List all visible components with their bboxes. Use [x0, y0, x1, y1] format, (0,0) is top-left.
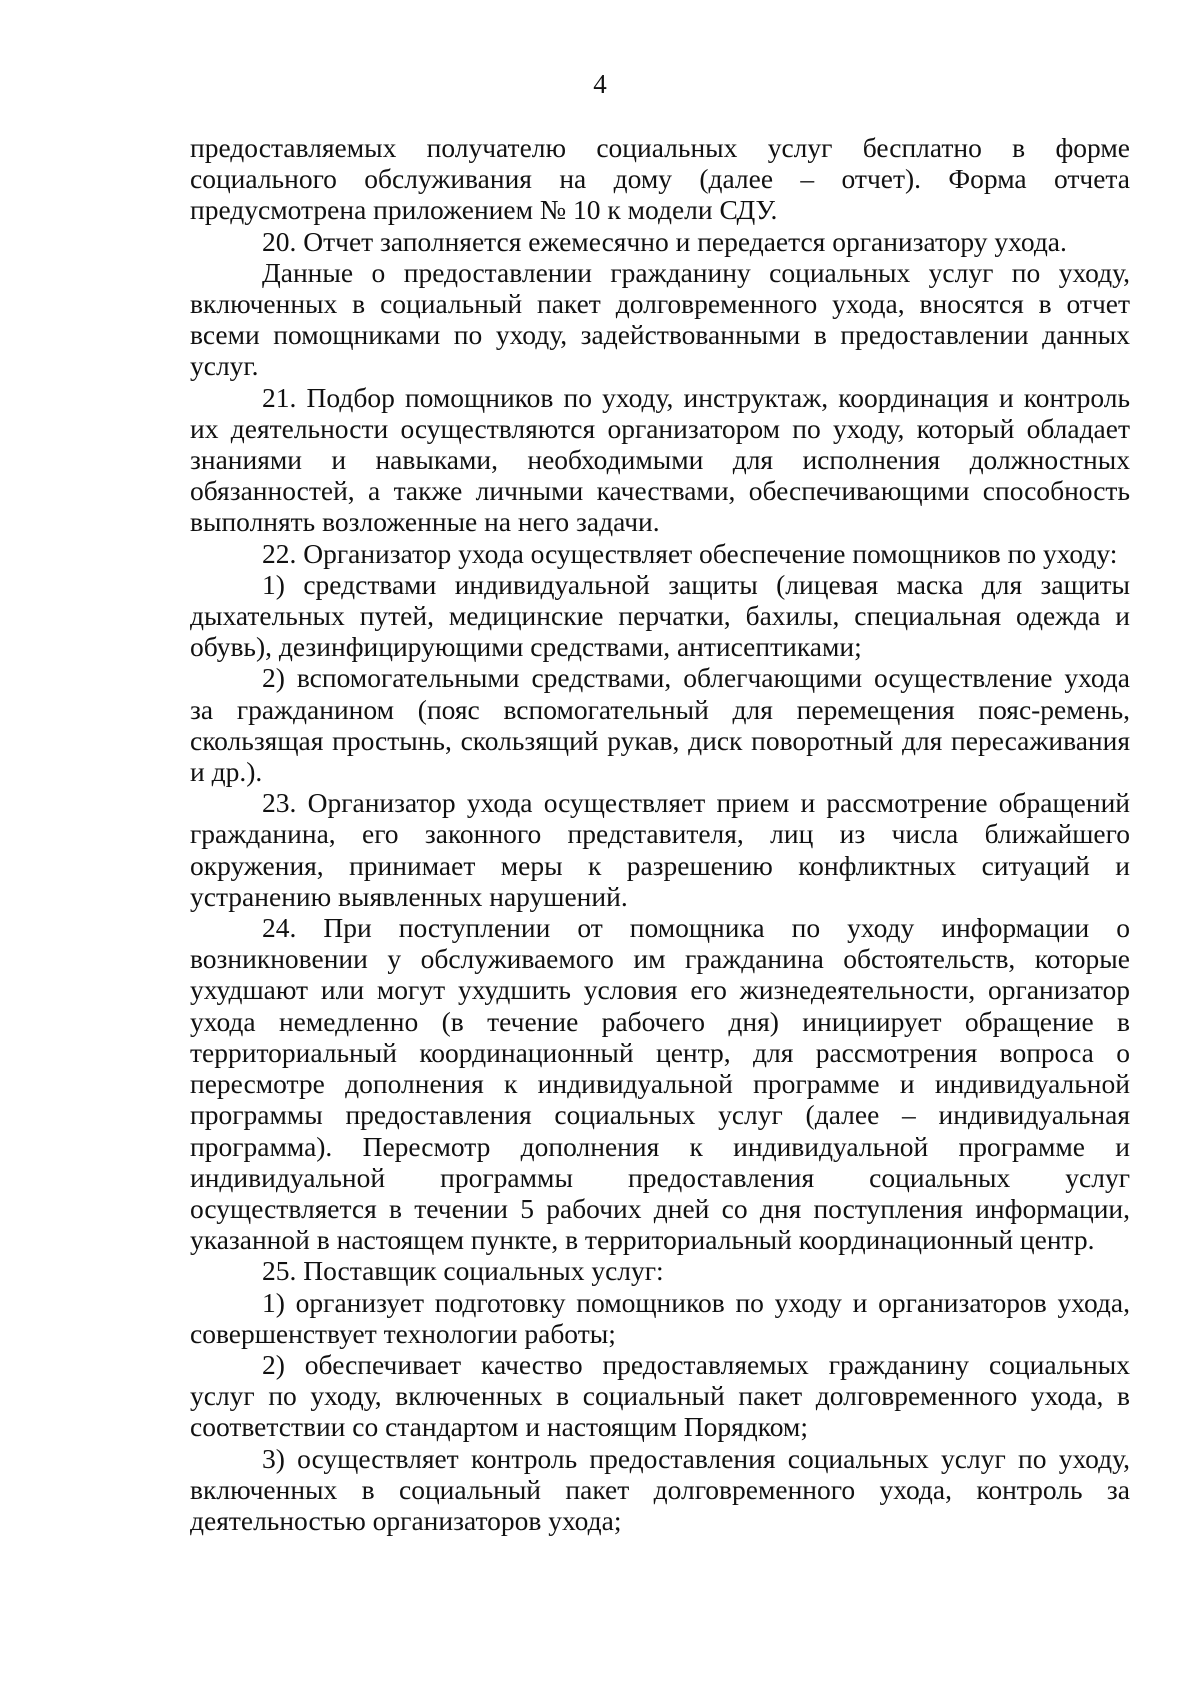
paragraph-item-20-details: Данные о предоставлении гражданину социальных услуг по уходу, включенных в социальный пакет долговременного ухода, вносятся в отчет всеми помощниками по уходу, задействованными в предоставлении данных услуг.: [190, 256, 1130, 382]
paragraph-item-20: 20. Отчет заполняется ежемесячно и передается организатору ухода.: [262, 225, 1067, 257]
paragraph-item-25-sub-3: 3) осуществляет контроль предоставления социальных услуг по уходу, включенных в социальный пакет долговременного ухода, контроль за деятельностью организаторов ухода;: [190, 1442, 1130, 1536]
paragraph-item-22-sub-2: 2) вспомогательными средствами, облегчающими осуществление ухода за гражданином (пояс вспомогательный для перемещения пояс-ремень, скользящая простынь, скользящий рукав, диск поворотный для пересаживания и др.).: [190, 662, 1130, 788]
paragraph-item-25-sub-2: 2) обеспечивает качество предоставляемых гражданину социальных услуг по уходу, включенных в социальный пакет долговременного ухода, в соответствии со стандартом и настоящим Порядком;: [190, 1348, 1130, 1443]
paragraph-item-24: 24. При поступлении от помощника по уходу информации о возникновении у обслуживаемого им гражданина обстоятельств, которые ухудшают или могут ухудшить условия его жизнедеятельности, организатор ухода немедленно (в течение рабочего дня) инициирует обращение в территориальный координационный центр, для рассмотрения вопроса о пересмотре дополнения к индивидуальной программе и индивидуальной программы предоставления социальных услуг (далее – индивидуальная программа). Пересмотр дополнения к индивидуальной программе и индивидуальной программы предоставления социальных услуг осуществляется в течении 5 рабочих дней со дня поступления информации, указанной в настоящем пункте, в территориальный координационный центр.: [190, 912, 1130, 1256]
paragraph-item-25: 25. Поставщик социальных услуг:: [262, 1255, 664, 1287]
paragraph-continuation: предоставляемых получателю социальных услуг бесплатно в форме социального обслуживания на дому (далее – отчет). Форма отчета предусмотрена приложением № 10 к модели СДУ.: [190, 132, 1130, 226]
paragraph-item-22-sub-1: 1) средствами индивидуальной защиты (лицевая маска для защиты дыхательных путей, медицинские перчатки, бахилы, специальная одежда и обувь), дезинфицирующими средствами, антисептиками;: [190, 568, 1130, 663]
page-number: 4: [593, 69, 607, 99]
paragraph-item-22: 22. Организатор ухода осуществляет обеспечение помощников по уходу:: [262, 537, 1118, 569]
document-body: [190, 132, 1130, 1536]
paragraph-item-21: 21. Подбор помощников по уходу, инструктаж, координация и контроль их деятельности осуществляются организатором по уходу, который обладает знаниями и навыками, необходимыми для исполнения должностных обязанностей, а также личными качествами, обеспечивающими способность выполнять возложенные на него задачи.: [190, 381, 1130, 538]
paragraph-item-25-sub-1: 1) организует подготовку помощников по уходу и организаторов ухода, совершенствует технологии работы;: [190, 1286, 1130, 1349]
paragraph-item-23: 23. Организатор ухода осуществляет прием и рассмотрение обращений гражданина, его законного представителя, лиц из числа ближайшего окружения, принимает меры к разрешению конфликтных ситуаций и устранению выявленных нарушений.: [190, 787, 1130, 912]
